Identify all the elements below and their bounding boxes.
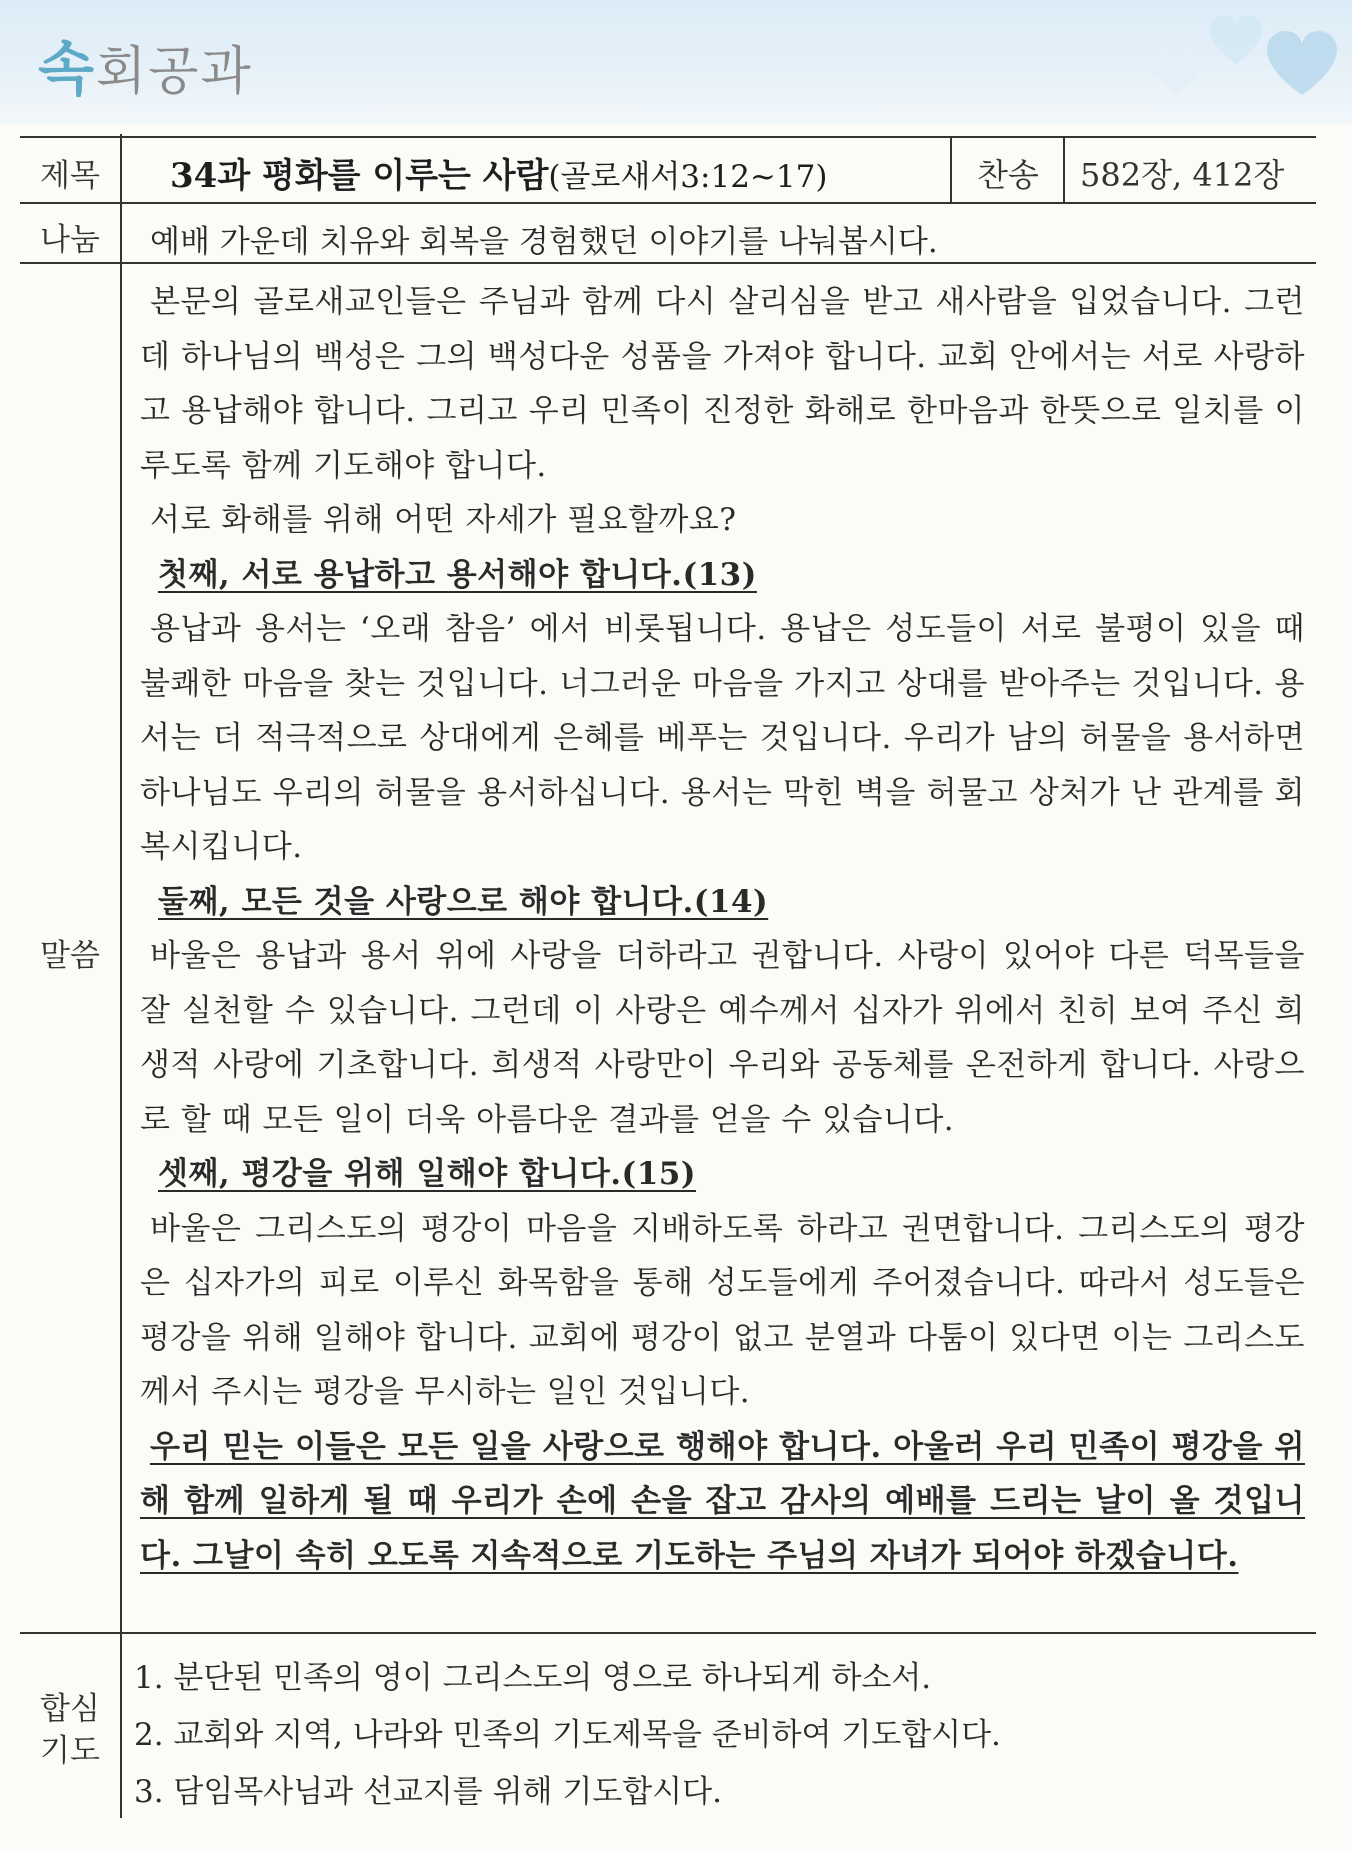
logo-first-char: 속	[38, 35, 97, 103]
point3-heading: 셋째, 평강을 위해 일해야 합니다.(15)	[158, 1156, 697, 1192]
header-band	[0, 0, 1352, 124]
sharing-label: 나눔	[40, 222, 100, 258]
lesson-title-main: 34과 평화를 이루는 사람	[170, 156, 549, 196]
sermon-body	[140, 275, 1305, 1583]
point2-paragraph: 바울은 용납과 용서 위에 사랑을 더하라고 권합니다. 사랑이 있어야 다른 덕목들을 잘 실천할 수 있습니다. 그런데 이 사랑은 예수께서 십자가 위에서 친히 보여 주신 희생적 사랑에 기초합니다. 희생적 사랑만이 우리와 공동체를 온전하게 합니다. 사랑으로 할 때 모든 일이 더욱 아름다운 결과를 얻을 수 있습니다.	[140, 938, 1305, 1138]
sharing-text: 예배 가운데 치유와 회복을 경험했던 이야기를 나눠봅시다.	[150, 224, 938, 260]
hearts-decoration-icon	[1092, 0, 1352, 124]
row-divider-word	[20, 1632, 1316, 1634]
prayer-label-line2: 기도	[40, 1733, 100, 1769]
title-label: 제목	[40, 158, 100, 194]
point3-paragraph: 바울은 그리스도의 평강이 마음을 지배하도록 하라고 권면합니다. 그리스도의 평강은 십자가의 피로 이루신 화목함을 통해 성도들에게 주어졌습니다. 따라서 성도들은 평강을 위해 일해야 합니다. 교회에 평강이 없고 분열과 다툼이 있다면 이는 그리스도께서 주시는 평강을 무시하는 일인 것입니다.	[140, 1210, 1305, 1410]
table-top-border	[20, 136, 1316, 138]
section-logo	[38, 22, 253, 106]
hymn-divider-left	[950, 138, 952, 204]
prayer-item: 3. 담임목사님과 선교지를 위해 기도합시다.	[134, 1774, 722, 1810]
prayer-item: 1. 분단된 민족의 영이 그리스도의 영으로 하나되게 하소서.	[134, 1660, 932, 1696]
prayer-item: 2. 교회와 지역, 나라와 민족의 기도제목을 준비하여 기도합시다.	[134, 1717, 1001, 1753]
row-divider-sharing	[20, 262, 1316, 264]
prayer-label	[20, 1688, 120, 1772]
point1-heading: 첫째, 서로 용납하고 용서해야 합니다.(13)	[158, 556, 757, 593]
lesson-title	[170, 148, 827, 197]
conclusion-paragraph: 우리 믿는 이들은 모든 일을 사랑으로 행해야 합니다. 아울러 우리 민족이 평강을 위해 함께 일하게 될 때 우리가 손에 손을 잡고 감사의 예배를 드리는 날이 올 것입니다. 그날이 속히 오도록 지속적으로 기도하는 주님의 자녀가 되어야 하겠습니다.	[140, 1428, 1305, 1574]
hymn-value: 582장, 412장	[1080, 156, 1285, 194]
question-paragraph: 서로 화해를 위해 어떤 자세가 필요할까요?	[150, 502, 737, 538]
table-column-divider	[120, 134, 122, 1818]
row-divider-title	[20, 202, 1316, 204]
logo-rest: 회공과	[96, 42, 253, 102]
hymn-label: 찬송	[977, 156, 1039, 194]
point1-paragraph: 용납과 용서는 ‘오래 참음’ 에서 비롯됩니다. 용납은 성도들이 서로 불평이 있을 때 불쾌한 마음을 찾는 것입니다. 너그러운 마음을 가지고 상대를 받아주는 것입니다. 용서는 더 적극적으로 상대에게 은혜를 베푸는 것입니다. 우리가 남의 허물을 용서하면 하나님도 우리의 허물을 용서하십니다. 용서는 막힌 벽을 허물고 상처가 난 관계를 회복시킵니다.	[140, 611, 1305, 865]
prayer-label-line1: 합심	[40, 1691, 100, 1727]
word-label: 말씀	[40, 938, 100, 974]
point2-heading: 둘째, 모든 것을 사랑으로 해야 합니다.(14)	[158, 883, 769, 920]
hymn-divider-right	[1063, 138, 1065, 204]
scripture-reference: (골로새서3:12~17)	[548, 159, 828, 195]
prayer-list	[134, 1650, 1001, 1821]
intro-paragraph: 본문의 골로새교인들은 주님과 함께 다시 살리심을 받고 새사람을 입었습니다. 그런데 하나님의 백성은 그의 백성다운 성품을 가져야 합니다. 교회 안에서는 서로 사랑하고 용납해야 합니다. 그리고 우리 민족이 진정한 화해로 한마음과 한뜻으로 일치를 이루도록 함께 기도해야 합니다.	[140, 284, 1305, 484]
